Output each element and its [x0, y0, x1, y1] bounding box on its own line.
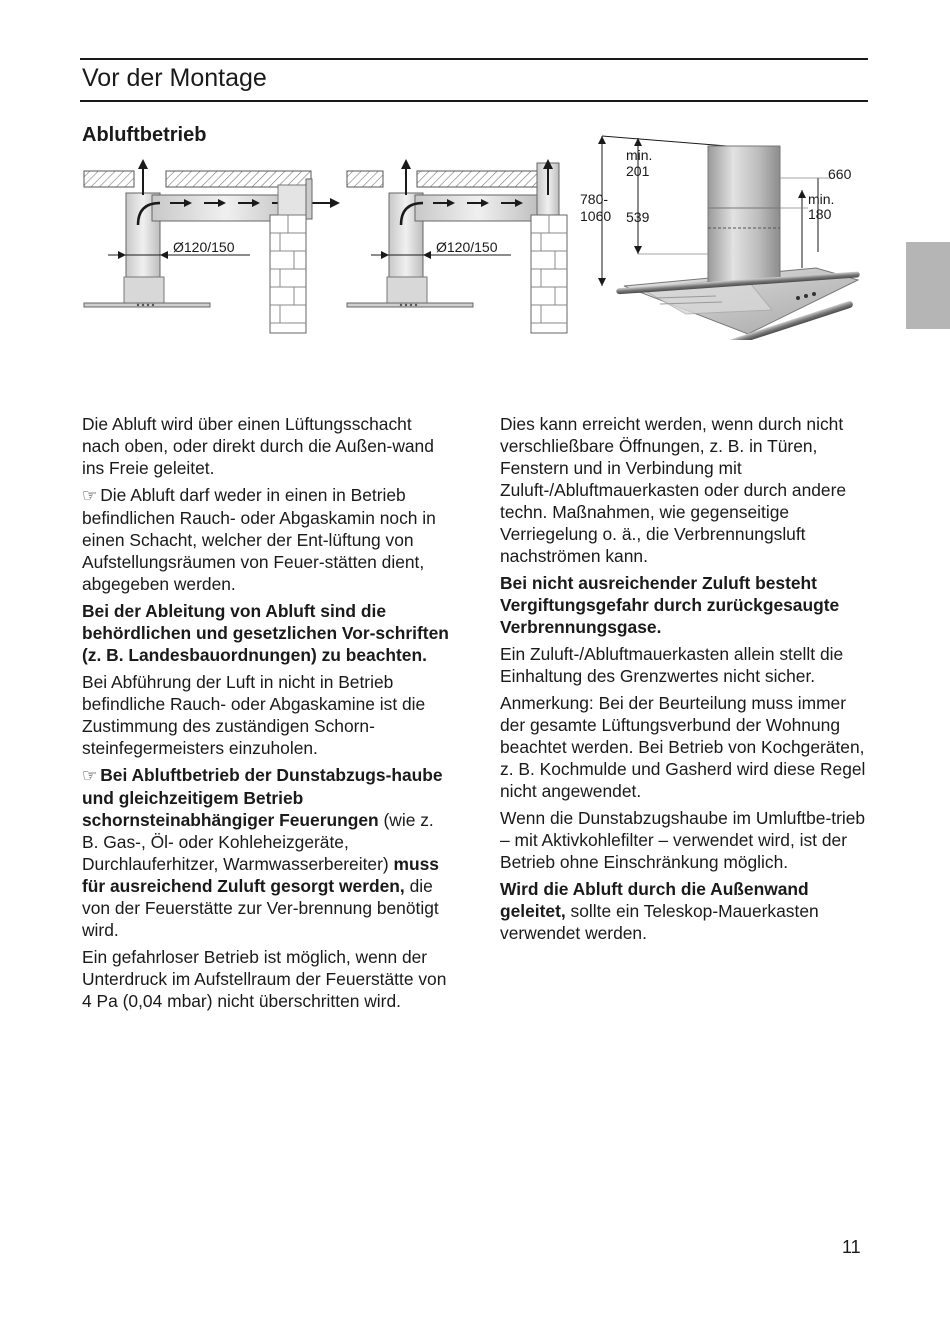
warning-paragraph: ☞ Bei Abluftbetrieb der Dunstabzugs-haube und gleichzeitigem Betrieb schornsteinabhängiger Feuerungen (wie z. B. Gas-, Öl- oder Kohleheizgeräte, Durchlauferhitzer, Warmwasserbereiter) muss für ausreichend Zuluft gesorgt werden, die von der Feuerstätte zur Ver-brennung benötigt wird.: [82, 765, 443, 940]
section-title: Abluftbetrieb: [82, 124, 207, 146]
dim-min-180-label-line2: 180: [808, 206, 832, 222]
paragraph: Wird die Abluft durch die Außenwand geleitet, sollte ein Teleskop-Mauerkasten verwendet werden.: [500, 879, 819, 943]
dim-min-180-label-line1: min.: [808, 191, 835, 207]
paragraph: Wenn die Dunstabzugshaube im Umluftbe-trieb – mit Aktivkohlefilter – verwendet wird, ist der Betrieb ohne Einschränkung möglich.: [500, 808, 866, 872]
dim-539-label: 539: [626, 209, 650, 225]
pointing-hand-icon: ☞: [82, 486, 98, 506]
paragraph: Bei Abführung der Luft in nicht in Betrieb befindliche Rauch- oder Abgaskamine ist die Zustimmung des zuständigen Schorn-steinfegermeisters einzuholen.: [82, 672, 426, 758]
right-text-column: [500, 413, 872, 949]
exhaust-diagram-left: [80, 155, 342, 335]
dim-780-label-line2: 1060: [580, 208, 612, 224]
dim-min-201-label-line2: 201: [626, 163, 650, 179]
pointing-hand-icon: ☞: [82, 766, 98, 786]
page-title: Vor der Montage: [82, 64, 267, 92]
regulation-notice: Bei der Ableitung von Abluft sind die behördlichen und gesetzlichen Vor-schriften (z. B. Landesbauordnungen) zu beachten.: [82, 601, 449, 665]
duct-diameter-label-1: Ø120/150: [173, 239, 235, 255]
exhaust-diagram-middle: [343, 155, 573, 335]
paragraph: Ein gefahrloser Betrieb ist möglich, wenn der Unterdruck im Aufstellraum der Feuerstätte von 4 Pa (0,04 mbar) nicht überschritten wird.: [82, 947, 447, 1011]
chapter-tab-marker: [906, 242, 950, 329]
paragraph: Ein Zuluft-/Abluftmauerkasten allein stellt die Einhaltung des Grenzwertes nicht sicher.: [500, 644, 844, 686]
hood-dimensions-diagram: [576, 128, 872, 340]
warning-paragraph: ☞ Die Abluft darf weder in einen in Betrieb befindlichen Rauch- oder Abgaskamin noch in einen Schacht, welcher der Ent-lüftung von Aufstellungsräumen von Feuer-stätten dient, abgegeben werden.: [82, 485, 436, 594]
header-rule-bottom: [80, 100, 868, 102]
left-text-column: [82, 413, 454, 1017]
page-number: 11: [842, 1237, 861, 1257]
dim-min-201-label-line1: min.: [626, 147, 653, 163]
dim-660-label: 660: [828, 166, 852, 182]
dim-780-label-line1: 780-: [580, 191, 609, 207]
paragraph: Dies kann erreicht werden, wenn durch nicht verschließbare Öffnungen, z. B. in Türen, Fenstern und in Verbindung mit Zuluft-/Abluftmauerkasten oder durch andere techn. Maßnahmen, wie gegenseitige Verriegelung o. ä., die Verbrennungsluft nachströmen kann.: [500, 414, 847, 566]
header-rule-top: [80, 58, 868, 60]
danger-notice: Bei nicht ausreichender Zuluft besteht Vergiftungsgefahr durch zurückgesaugte Verbrennungsgase.: [500, 573, 840, 637]
paragraph: Die Abluft wird über einen Lüftungsschacht nach oben, oder direkt durch die Außen-wand ins Freie geleitet.: [82, 414, 434, 478]
paragraph: Anmerkung: Bei der Beurteilung muss immer der gesamte Lüftungsverbund der Wohnung beachtet werden. Bei Betrieb von Kochgeräten, z. B. Kochmulde und Gasherd wird diese Regel nicht angewendet.: [500, 693, 866, 801]
duct-diameter-label-2: Ø120/150: [436, 239, 498, 255]
